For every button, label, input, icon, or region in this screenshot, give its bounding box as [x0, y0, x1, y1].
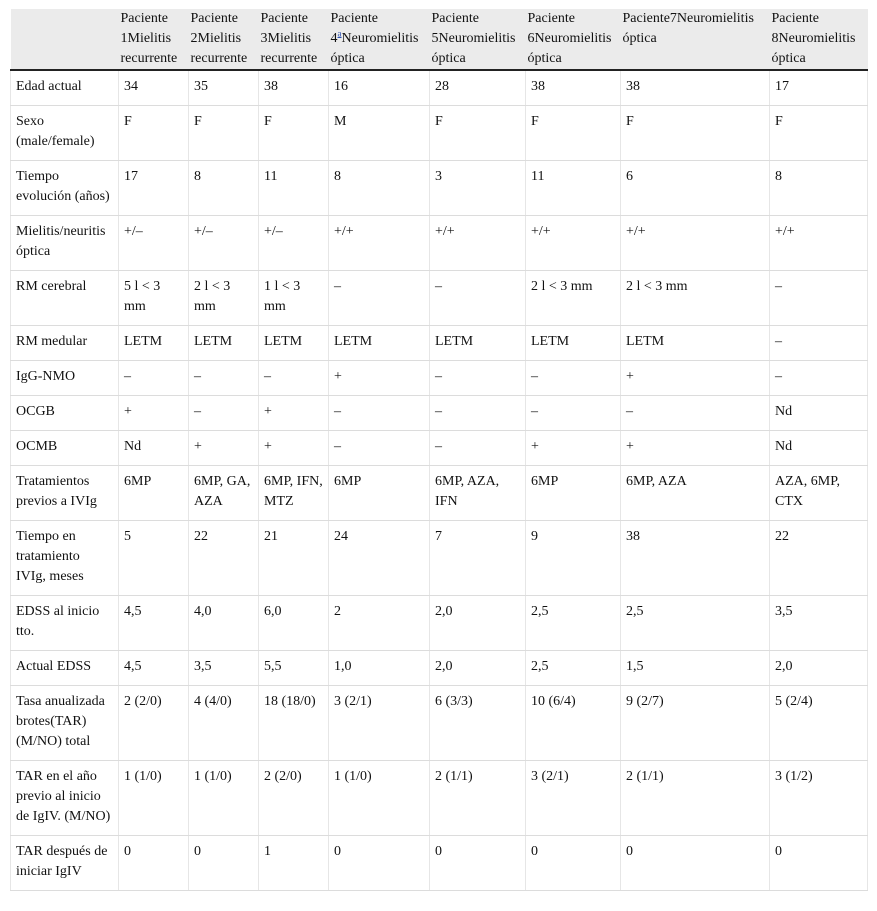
table-cell: F: [526, 106, 621, 161]
table-cell: 2,5: [526, 651, 621, 686]
table-cell: 3,5: [770, 596, 868, 651]
table-row: [11, 836, 868, 891]
table-cell: 1,0: [329, 651, 430, 686]
table-cell: 34: [119, 70, 189, 106]
patients-table: [10, 9, 868, 891]
row-label: Edad actual: [11, 70, 119, 106]
table-cell: Nd: [770, 396, 868, 431]
table-cell: 2 (1/1): [621, 761, 770, 836]
table-cell: M: [329, 106, 430, 161]
table-cell: 3 (1/2): [770, 761, 868, 836]
table-cell: 0: [770, 836, 868, 891]
table-cell: F: [770, 106, 868, 161]
table-cell: –: [119, 361, 189, 396]
table-cell: LETM: [189, 326, 259, 361]
row-label: TAR en el año previo al inicio de IgIV. (M/NO): [11, 761, 119, 836]
row-label: TAR después de iniciar IgIV: [11, 836, 119, 891]
table-cell: 22: [770, 521, 868, 596]
header-patient-8: Paciente 8Neuromielitis óptica: [770, 9, 868, 70]
table-cell: 2 (1/1): [430, 761, 526, 836]
header-patient-6: Paciente 6Neuromielitis óptica: [526, 9, 621, 70]
table-cell: +: [621, 361, 770, 396]
table-cell: 6,0: [259, 596, 329, 651]
row-label: EDSS al inicio tto.: [11, 596, 119, 651]
table-cell: –: [430, 361, 526, 396]
table-cell: –: [770, 361, 868, 396]
table-cell: 0: [526, 836, 621, 891]
table-cell: 11: [259, 161, 329, 216]
table-cell: 5,5: [259, 651, 329, 686]
table-cell: 9 (2/7): [621, 686, 770, 761]
table-cell: 17: [119, 161, 189, 216]
table-cell: 2 l < 3 mm: [526, 271, 621, 326]
table-cell: 3,5: [189, 651, 259, 686]
table-cell: 6 (3/3): [430, 686, 526, 761]
table-cell: –: [189, 361, 259, 396]
table-cell: 2 l < 3 mm: [621, 271, 770, 326]
header-patient-4: [329, 9, 430, 70]
table-row: [11, 70, 868, 106]
table-cell: +: [259, 396, 329, 431]
table-cell: F: [621, 106, 770, 161]
table-cell: 5 (2/4): [770, 686, 868, 761]
table-cell: 9: [526, 521, 621, 596]
table-row: [11, 596, 868, 651]
table-cell: F: [259, 106, 329, 161]
table-row: [11, 686, 868, 761]
table-cell: 10 (6/4): [526, 686, 621, 761]
table-cell: –: [259, 361, 329, 396]
table-cell: 5 l < 3 mm: [119, 271, 189, 326]
row-label: Tiempo en tratamiento IVIg, meses: [11, 521, 119, 596]
table-cell: 16: [329, 70, 430, 106]
table-cell: 0: [329, 836, 430, 891]
table-cell: 2,0: [430, 651, 526, 686]
table-cell: +/+: [329, 216, 430, 271]
table-cell: 6MP: [329, 466, 430, 521]
table-cell: 38: [526, 70, 621, 106]
table-cell: F: [189, 106, 259, 161]
table-cell: 3: [430, 161, 526, 216]
table-cell: +/+: [621, 216, 770, 271]
table-cell: 6MP, AZA: [621, 466, 770, 521]
table-cell: 1,5: [621, 651, 770, 686]
table-cell: 38: [259, 70, 329, 106]
table-row: [11, 396, 868, 431]
header-patient-3: Paciente 3Mielitis recurrente: [259, 9, 329, 70]
table-cell: +: [621, 431, 770, 466]
table-cell: –: [329, 271, 430, 326]
table-cell: LETM: [526, 326, 621, 361]
table-cell: 4,0: [189, 596, 259, 651]
row-label: Tasa anualizada brotes(TAR) (M/NO) total: [11, 686, 119, 761]
row-label: Sexo (male/female): [11, 106, 119, 161]
table-cell: 1 (1/0): [189, 761, 259, 836]
table-cell: +/–: [259, 216, 329, 271]
table-cell: 4,5: [119, 596, 189, 651]
table-cell: 6MP, IFN, MTZ: [259, 466, 329, 521]
table-cell: –: [621, 396, 770, 431]
table-row: [11, 271, 868, 326]
table-cell: 6MP: [119, 466, 189, 521]
table-cell: –: [770, 271, 868, 326]
table-cell: 8: [770, 161, 868, 216]
header-patient-5: Paciente 5Neuromielitis óptica: [430, 9, 526, 70]
table-cell: +: [526, 431, 621, 466]
table-cell: 1 (1/0): [329, 761, 430, 836]
table-row: [11, 326, 868, 361]
table-cell: –: [526, 396, 621, 431]
header-row: [11, 9, 868, 70]
table-cell: 7: [430, 521, 526, 596]
table-cell: 38: [621, 521, 770, 596]
table-row: [11, 431, 868, 466]
table-cell: +/+: [430, 216, 526, 271]
row-label: OCGB: [11, 396, 119, 431]
table-cell: 2,5: [526, 596, 621, 651]
row-label: Actual EDSS: [11, 651, 119, 686]
table-cell: 28: [430, 70, 526, 106]
table-cell: –: [430, 431, 526, 466]
table-cell: –: [770, 326, 868, 361]
table-cell: 6MP: [526, 466, 621, 521]
row-label: RM medular: [11, 326, 119, 361]
table-cell: 35: [189, 70, 259, 106]
table-cell: 2,0: [770, 651, 868, 686]
table-cell: LETM: [119, 326, 189, 361]
table-cell: –: [329, 396, 430, 431]
table-cell: –: [329, 431, 430, 466]
header-cell-empty: [11, 9, 119, 70]
table-cell: 1 l < 3 mm: [259, 271, 329, 326]
table-cell: Nd: [770, 431, 868, 466]
table-cell: 17: [770, 70, 868, 106]
table-cell: 22: [189, 521, 259, 596]
table-cell: 3 (2/1): [526, 761, 621, 836]
table-cell: 0: [430, 836, 526, 891]
table-row: [11, 521, 868, 596]
table-cell: +/–: [189, 216, 259, 271]
table-cell: 8: [329, 161, 430, 216]
table-row: [11, 761, 868, 836]
table-cell: 2 l < 3 mm: [189, 271, 259, 326]
table-cell: 6: [621, 161, 770, 216]
header-patient-4-label: Paciente 4: [330, 11, 378, 46]
table-cell: +: [119, 396, 189, 431]
row-label: Mielitis/neuritis óptica: [11, 216, 119, 271]
table-cell: 2: [329, 596, 430, 651]
table-cell: 18 (18/0): [259, 686, 329, 761]
table-cell: 4,5: [119, 651, 189, 686]
table-cell: F: [119, 106, 189, 161]
header-patient-1: Paciente 1Mielitis recurrente: [119, 9, 189, 70]
table-cell: –: [526, 361, 621, 396]
table-cell: 1 (1/0): [119, 761, 189, 836]
table-cell: Nd: [119, 431, 189, 466]
table-cell: LETM: [430, 326, 526, 361]
table-cell: AZA, 6MP, CTX: [770, 466, 868, 521]
table-cell: 3 (2/1): [329, 686, 430, 761]
table-cell: 0: [621, 836, 770, 891]
header-patient-4-diagnosis: Neuromielitis óptica: [330, 31, 419, 66]
header-patient-7: Paciente7Neuromielitis óptica: [621, 9, 770, 70]
table-cell: 8: [189, 161, 259, 216]
table-row: [11, 106, 868, 161]
table-cell: –: [189, 396, 259, 431]
table-cell: 6MP, AZA, IFN: [430, 466, 526, 521]
table-cell: 2,5: [621, 596, 770, 651]
table-cell: 4 (4/0): [189, 686, 259, 761]
table-cell: 2,0: [430, 596, 526, 651]
header-patient-2: Paciente 2Mielitis recurrente: [189, 9, 259, 70]
table-cell: 11: [526, 161, 621, 216]
table-cell: +/–: [119, 216, 189, 271]
table-cell: F: [430, 106, 526, 161]
table-cell: +/+: [526, 216, 621, 271]
table-row: [11, 361, 868, 396]
table-cell: 0: [119, 836, 189, 891]
table-cell: 0: [189, 836, 259, 891]
table-cell: LETM: [329, 326, 430, 361]
table-cell: 38: [621, 70, 770, 106]
table-cell: –: [430, 396, 526, 431]
row-label: Tratamientos previos a IVIg: [11, 466, 119, 521]
table-cell: +: [259, 431, 329, 466]
table-cell: 1: [259, 836, 329, 891]
table-cell: +: [329, 361, 430, 396]
table-row: [11, 216, 868, 271]
table-cell: –: [430, 271, 526, 326]
table-cell: +/+: [770, 216, 868, 271]
table-cell: 2 (2/0): [259, 761, 329, 836]
row-label: OCMB: [11, 431, 119, 466]
table-row: [11, 466, 868, 521]
table-cell: 6MP, GA, AZA: [189, 466, 259, 521]
row-label: IgG-NMO: [11, 361, 119, 396]
row-label: RM cerebral: [11, 271, 119, 326]
row-label: Tiempo evolución (años): [11, 161, 119, 216]
table-cell: 24: [329, 521, 430, 596]
footnote-link-a[interactable]: a: [337, 28, 342, 39]
table-row: [11, 161, 868, 216]
table-cell: LETM: [621, 326, 770, 361]
table-cell: 21: [259, 521, 329, 596]
table-row: [11, 651, 868, 686]
table-cell: 5: [119, 521, 189, 596]
table-cell: LETM: [259, 326, 329, 361]
table-cell: +: [189, 431, 259, 466]
table-cell: 2 (2/0): [119, 686, 189, 761]
